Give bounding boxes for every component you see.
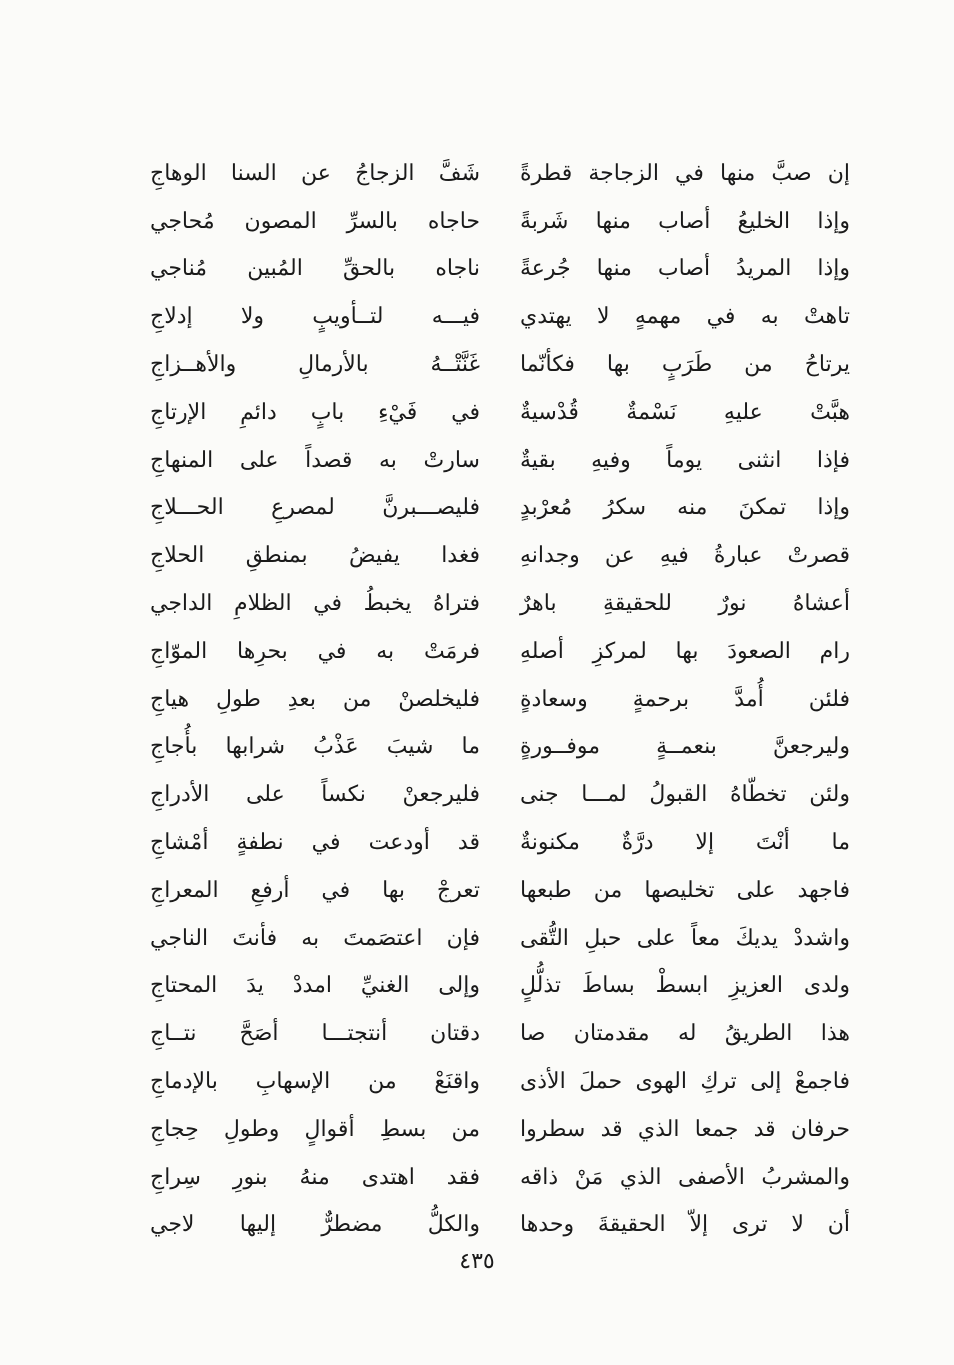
verse-line bbox=[150, 819, 850, 867]
verse-second-hemistich: قد أودعت في نطفةٍ أمْشاجِ bbox=[150, 830, 480, 856]
verse-first-hemistich: ولدى العزيزِ ابسطْ بساطَ تذلُّلٍ bbox=[520, 973, 850, 999]
verse-second-hemistich: والكلُّ مضطرٌّ إليها لاجي bbox=[150, 1212, 480, 1238]
verse-first-hemistich: وإذا المريدُ أصاب منها جُرعةً bbox=[520, 256, 850, 282]
verse-first-hemistich: فاجمعْ إلى تركِ الهوى حملَ الأذى bbox=[520, 1069, 850, 1095]
verse-second-hemistich: في فَيْءِ بابٍ دائمِ الإرتاجِ bbox=[150, 399, 480, 425]
verse-line bbox=[150, 867, 850, 915]
verse-line bbox=[150, 1010, 850, 1058]
verse-second-hemistich: ناجاه بالحقِّ المُبين مُناجي bbox=[150, 256, 480, 282]
verse-first-hemistich: والمشربُ الأصفى الذي مَنْ ذاقه bbox=[520, 1164, 850, 1190]
verse-first-hemistich: قصرتْ عبارةُ فيهِ عن وجدانهِ bbox=[520, 543, 850, 569]
verse-first-hemistich: وليرجعنَّ بنعمــةٍ موفــورةٍ bbox=[520, 734, 850, 760]
verse-second-hemistich: فإن اعتصَمتَ به فأنتَ الناجي bbox=[150, 925, 480, 951]
verse-second-hemistich: من بسطِ أقوالٍ وطولِ حِجاجِ bbox=[150, 1116, 480, 1142]
verse-line bbox=[150, 628, 850, 676]
verse-line bbox=[150, 1202, 850, 1250]
verse-second-hemistich: سارتْ به قصداً على المنهاجِ bbox=[150, 447, 480, 473]
verse-second-hemistich: فليخلصنْ من بعدِ طولِ هياجِ bbox=[150, 686, 480, 712]
verse-first-hemistich: واشددْ يديكَ معاً على حبلِ التُّقى bbox=[520, 925, 850, 951]
verse-first-hemistich: فلئن أُمدَّ برحمةٍ وسعادةٍ bbox=[520, 686, 850, 712]
verse-second-hemistich: ما شيبَ عَذْبُ شرابها بأُجاجِ bbox=[150, 734, 480, 760]
verse-line bbox=[150, 915, 850, 963]
verse-line bbox=[150, 150, 850, 198]
verse-line bbox=[150, 341, 850, 389]
verse-first-hemistich: أن لا ترى إلاّ الحقيقةَ وحدها bbox=[520, 1212, 850, 1238]
verse-second-hemistich: فقد اهتدى منهُ بنورِ سِراجِ bbox=[150, 1164, 480, 1190]
verse-line bbox=[150, 389, 850, 437]
verse-first-hemistich: فاجهد على تخليصها من طبعها bbox=[520, 877, 850, 903]
verse-line bbox=[150, 485, 850, 533]
verse-second-hemistich: فتراهُ يخبطُ في الظلامِ الداجي bbox=[150, 591, 480, 617]
verse-first-hemistich: هذا الطريقُ له مقدمتان صا bbox=[520, 1021, 850, 1047]
verse-second-hemistich: واقنَعْ من الإسهابِ بالإدماجِ bbox=[150, 1069, 480, 1095]
page-number: ٤٣٥ bbox=[459, 1249, 495, 1274]
verse-line bbox=[150, 198, 850, 246]
verse-second-hemistich: فغدا يفيضُ بمنطقِ الحلاجِ bbox=[150, 543, 480, 569]
verse-second-hemistich: غَنَّتْــهُ بالأرمالِ والأهــزاجِ bbox=[150, 352, 480, 378]
verse-second-hemistich: فيـــه لتــأويبٍ ولا إدلاجِ bbox=[150, 304, 480, 330]
verse-first-hemistich: ولئن تخطّاهُ القبولُ لمـــا جنى bbox=[520, 782, 850, 808]
verse-second-hemistich: فرمَتْ به في بحرِها الموّاجِ bbox=[150, 638, 480, 664]
verse-first-hemistich: وإذا تمكنَ منه سكرُ مُعرْبدٍ bbox=[520, 495, 850, 521]
verse-line bbox=[150, 437, 850, 485]
verse-second-hemistich: فليصـــبرنَّ لمصرعِ الحـــلاجِ bbox=[150, 495, 480, 521]
verse-line bbox=[150, 771, 850, 819]
verse-first-hemistich: ما أنْتَ إلا درَّةٌ مكنونةٌ bbox=[520, 830, 850, 856]
verse-line bbox=[150, 676, 850, 724]
verse-second-hemistich: دقتان أنتجتـــا أصَحَّ نتــاجِ bbox=[150, 1021, 480, 1047]
verse-line bbox=[150, 963, 850, 1011]
verse-first-hemistich: وإذا الخليعُ أصاب منها شَربةً bbox=[520, 208, 850, 234]
verse-first-hemistich: يرتاحُ من طَرَبٍ بها فكأنّما bbox=[520, 352, 850, 378]
verse-first-hemistich: رام الصعودَ بها لمركزِ أصلهِ bbox=[520, 638, 850, 664]
verse-line bbox=[150, 293, 850, 341]
verse-first-hemistich: حرفان قد جمعا الذي قد سطروا bbox=[520, 1116, 850, 1142]
verse-line bbox=[150, 1154, 850, 1202]
verse-line bbox=[150, 532, 850, 580]
verse-second-hemistich: شَفَّ الزجاجُ عن السنا الوهاجِ bbox=[150, 160, 480, 186]
verse-first-hemistich: إن صبَّ منها في الزجاجة قطرةً bbox=[520, 160, 850, 186]
verse-first-hemistich: هبَّتْ عليهِ نَسْمةٌ قُدْسيةٌ bbox=[520, 399, 850, 425]
poem-verses bbox=[150, 150, 850, 1249]
verse-line bbox=[150, 1106, 850, 1154]
verse-first-hemistich: أعشاهُ نورٌ للحقيقةِ باهرٌ bbox=[520, 591, 850, 617]
verse-second-hemistich: حاجاه بالسرِّ المصون مُحاجي bbox=[150, 208, 480, 234]
verse-first-hemistich: تاهتْ به في مهمهٍ لا يهتدي bbox=[520, 304, 850, 330]
verse-second-hemistich: وإلى الغنيِّ امددْ يدَ المحتاجِ bbox=[150, 973, 480, 999]
verse-second-hemistich: تعرجْ بها في أرفعِ المعراجِ bbox=[150, 877, 480, 903]
verse-line bbox=[150, 1058, 850, 1106]
verse-line bbox=[150, 724, 850, 772]
verse-line bbox=[150, 246, 850, 294]
verse-second-hemistich: فليرجعنْ نكساً على الأدراجِ bbox=[150, 782, 480, 808]
verse-line bbox=[150, 580, 850, 628]
verse-first-hemistich: فإذا انثنى يوماً وفيهِ بقيةٌ bbox=[520, 447, 850, 473]
